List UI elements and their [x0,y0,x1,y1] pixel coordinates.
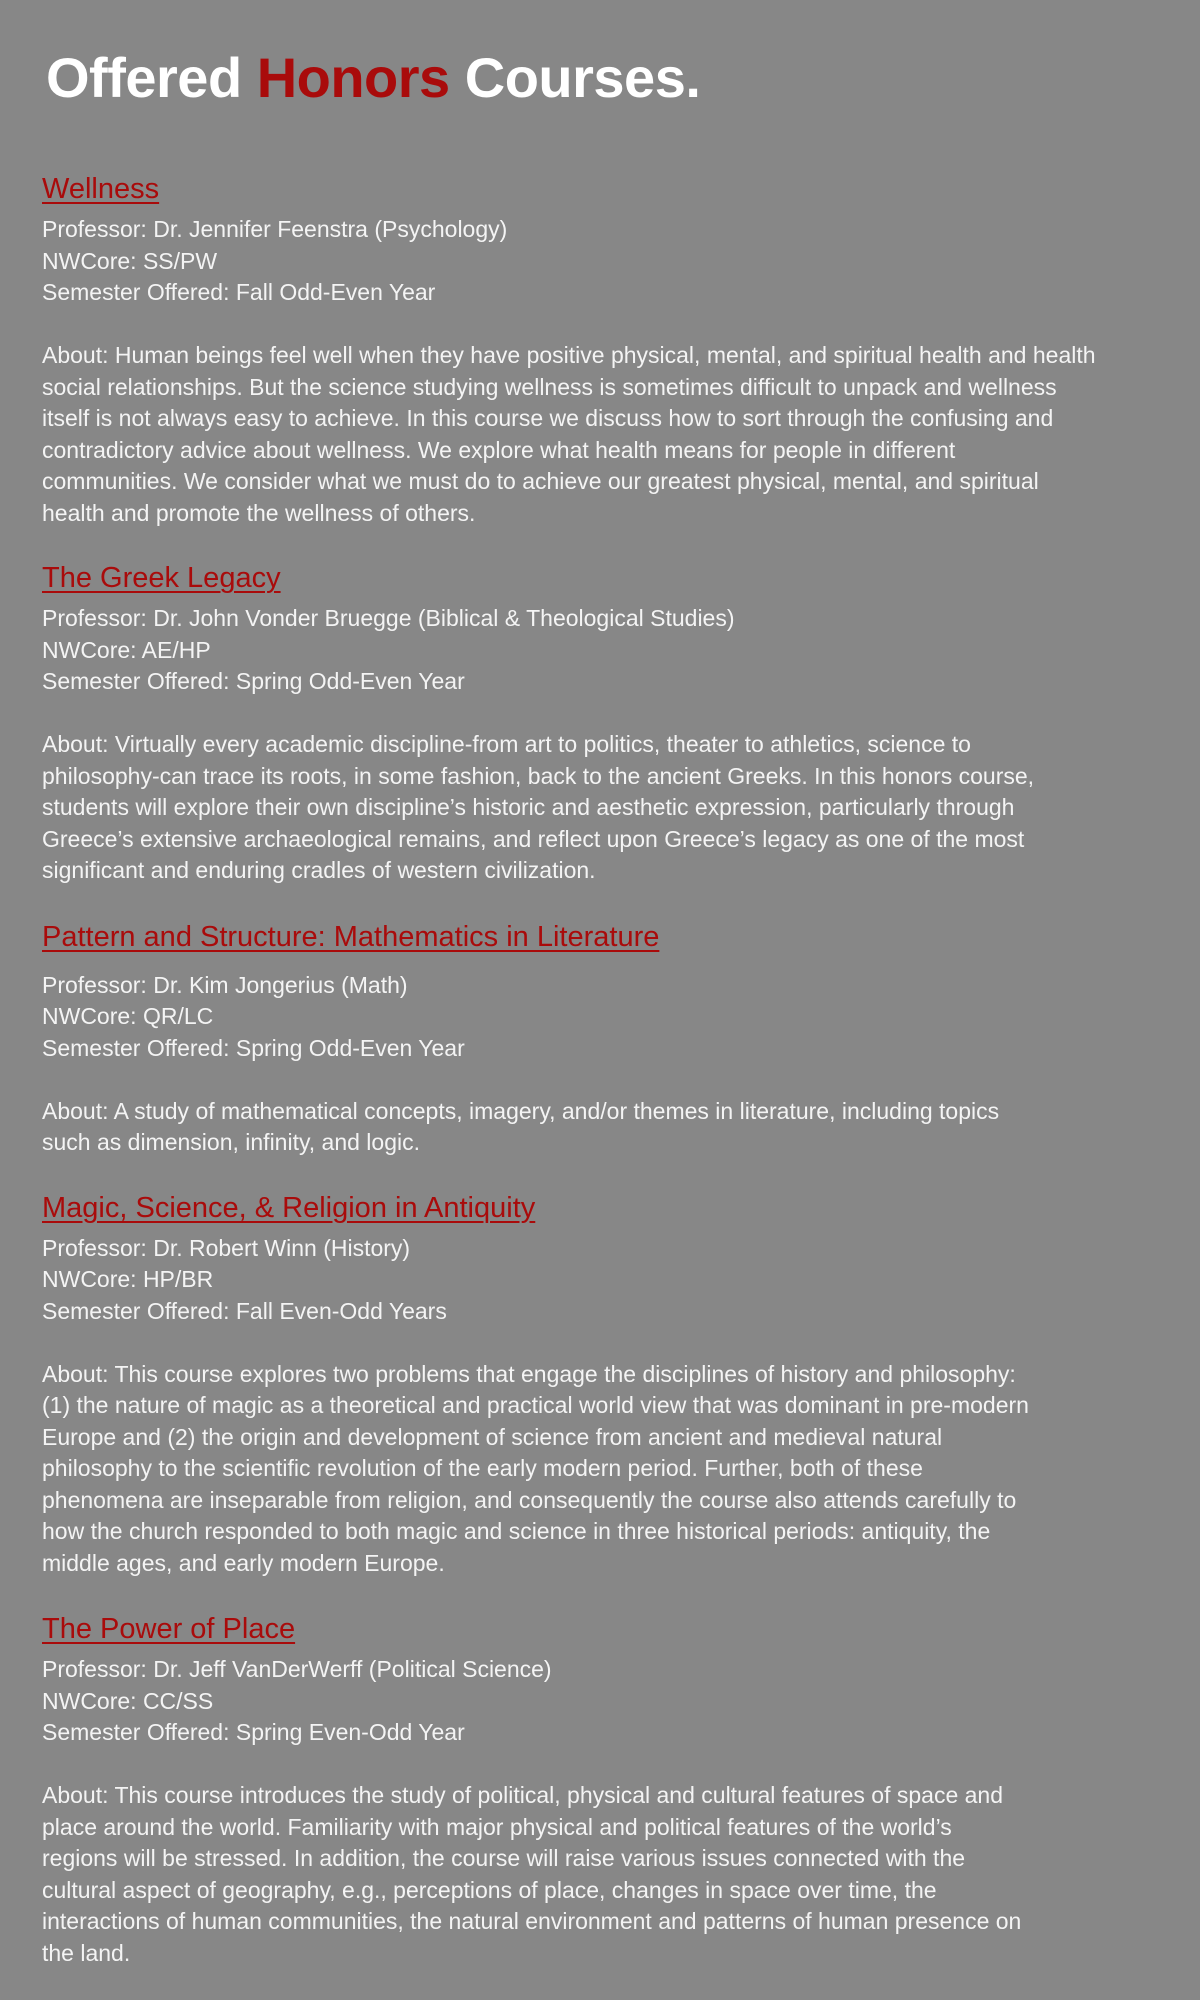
course-about-line: philosophy-can trace its roots, in some fashion, back to the ancient Greeks. In this honors course, [42,762,1035,789]
course-about-line: health and promote the wellness of others. [42,499,476,526]
page-title-accent: Honors [256,46,450,109]
course-about-line: interactions of human communities, the natural environment and patterns of human presence on [42,1908,1022,1934]
course-semester: Semester Offered: Fall Even-Odd Years [42,1297,447,1324]
course-about-line: contradictory advice about wellness. We explore what health means for people in different [42,436,956,463]
course-about-line: place around the world. Familiarity with major physical and political features of the world’s [42,1813,952,1840]
course-nwcore: NWCore: QR/LC [42,1003,214,1029]
course-about-line: About: This course introduces the study of political, physical and cultural features of space and [42,1782,1004,1808]
course-meta [42,1233,1158,1328]
course-title-link[interactable]: The Greek Legacy [42,562,281,594]
course-semester: Semester Offered: Spring Odd-Even Year [42,668,465,694]
course-about [42,1780,1158,1969]
course-about-line: cultural aspect of geography, e.g., perceptions of place, changes in space over time, the [42,1876,937,1903]
course-about-line: About: This course explores two problems that engage the disciplines of history and philosophy: [42,1360,1016,1387]
course-nwcore: NWCore: CC/SS [42,1687,214,1714]
course-about-line: philosophy to the scientific revolution of the early modern period. Further, both of these [42,1455,923,1481]
course-nwcore: NWCore: AE/HP [42,636,211,663]
course-about-line: significant and enduring cradles of western civilization. [42,857,596,883]
course-about-line: how the church responded to both magic and science in three historical periods: antiquity, the [42,1518,991,1544]
course-title-link[interactable]: Magic, Science, & Religion in Antiquity [42,1191,536,1224]
page-title-part1: Offered [46,46,257,109]
course-about [42,729,1158,887]
course-about-line: students will explore their own discipline’s historic and aesthetic expression, particularly through [42,794,1015,820]
course-meta [42,603,1158,698]
course-about-line: About: Virtually every academic discipline-from art to politics, theater to athletics, science to [42,731,971,757]
course-professor: Professor: Dr. Kim Jongerius (Math) [42,971,408,998]
course-about-line: regions will be stressed. In addition, the course will raise various issues connected with the [42,1845,966,1871]
page-title [42,0,1158,112]
course-section [42,559,1158,887]
course-semester: Semester Offered: Fall Odd-Even Year [42,279,436,305]
course-about-line: such as dimension, infinity, and logic. [42,1129,420,1155]
course-about-line: itself is not always easy to achieve. In this course we discuss how to sort through the confusing and [42,405,1054,431]
course-about-line: About: A study of mathematical concepts, imagery, and/or themes in literature, including topics [42,1097,1000,1124]
course-section [42,1610,1158,1969]
course-about-line: communities. We consider what we must do to achieve our greatest physical, mental, and spiritual [42,468,1039,494]
course-about [42,340,1158,529]
course-about-line: Europe and (2) the origin and development of science from ancient and medieval natural [42,1423,943,1450]
course-meta [42,970,1158,1065]
course-semester: Semester Offered: Spring Odd-Even Year [42,1034,465,1061]
page-title-part2: Courses. [449,46,701,109]
course-about-line: (1) the nature of magic as a theoretical and practical world view that was dominant in pre-modern [42,1392,1029,1418]
course-professor: Professor: Dr. John Vonder Bruegge (Biblical & Theological Studies) [42,605,735,631]
course-professor: Professor: Dr. Robert Winn (History) [42,1234,411,1261]
course-about-line: the land. [42,1939,131,1966]
course-meta [42,214,1158,309]
course-nwcore: NWCore: HP/BR [42,1266,214,1292]
course-professor: Professor: Dr. Jeff VanDerWerff (Political Science) [42,1656,552,1682]
course-professor: Professor: Dr. Jennifer Feenstra (Psychology) [42,216,508,242]
course-about-line: Greece’s extensive archaeological remains, and reflect upon Greece’s legacy as one of the most [42,825,1025,852]
course-about [42,1096,1158,1159]
course-title-link[interactable]: Pattern and Structure: Mathematics in Literature [42,920,660,953]
course-meta [42,1654,1158,1749]
course-about-line: social relationships. But the science studying wellness is sometimes difficult to unpack and wellness [42,373,1057,400]
course-semester: Semester Offered: Spring Even-Odd Year [42,1719,465,1745]
course-about-line: middle ages, and early modern Europe. [42,1549,445,1576]
course-title-link[interactable]: The Power of Place [42,1613,296,1645]
course-about-line: phenomena are inseparable from religion, and consequently the course also attends carefully to [42,1486,1017,1513]
course-section [42,918,1158,1159]
course-section [42,170,1158,529]
course-about-line: About: Human beings feel well when they have positive physical, mental, and spiritual health and health [42,342,1096,368]
course-about [42,1359,1158,1580]
course-nwcore: NWCore: SS/PW [42,247,218,274]
course-title-link[interactable]: Wellness [42,173,160,205]
course-section [42,1189,1158,1580]
